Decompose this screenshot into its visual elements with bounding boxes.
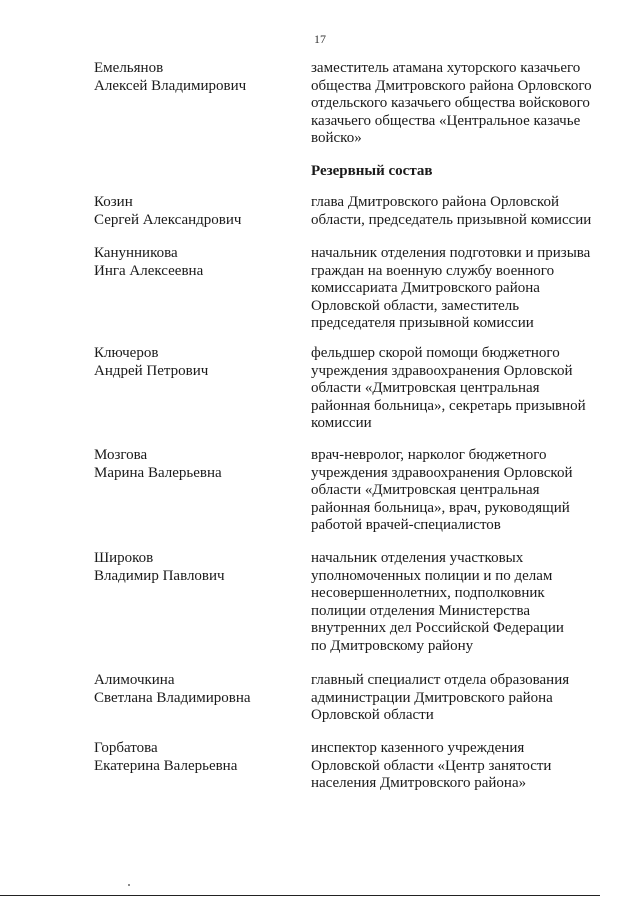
position-line: учреждения здравоохранения Орловской	[311, 464, 573, 481]
position-line: полиции отделения Министерства	[311, 602, 531, 619]
surname: Широков	[94, 550, 154, 566]
given-names: Инга Алексеевна	[94, 262, 204, 279]
surname: Канунникова	[94, 245, 178, 261]
given-names: Светлана Владимировна	[94, 689, 251, 706]
member-name	[94, 672, 294, 707]
member-position	[311, 194, 611, 229]
surname: Ключеров	[94, 345, 159, 361]
position-line: глава Дмитровского района Орловской	[311, 194, 559, 210]
given-names: Екатерина Валерьевна	[94, 757, 238, 774]
position-line: главный специалист отдела образования	[311, 672, 570, 688]
page-number: 17	[314, 32, 326, 46]
position-line: по Дмитровскому району	[311, 637, 474, 654]
surname: Мозгова	[94, 447, 148, 463]
position-line: области «Дмитровская центральная	[311, 482, 540, 499]
member-name	[94, 245, 294, 280]
member-name	[94, 447, 294, 482]
position-line: Орловской области «Центр занятости	[311, 757, 552, 774]
member-position	[311, 345, 611, 433]
member-name	[94, 740, 294, 775]
position-line: граждан на военную службу военного	[311, 262, 555, 279]
position-line: заместитель атамана хуторского казачьего	[311, 60, 581, 76]
bottom-rule	[0, 895, 600, 896]
position-line: фельдшер скорой помощи бюджетного	[311, 345, 560, 361]
position-line: внутренних дел Российской Федерации	[311, 620, 564, 637]
position-line: районная больница», врач, руководящий	[311, 499, 570, 516]
given-names: Алексей Владимирович	[94, 77, 247, 94]
position-line: казачьего общества «Центральное казачье	[311, 112, 581, 129]
section-title: Резервный состав	[311, 163, 433, 179]
member-position	[311, 550, 611, 656]
position-line: учреждения здравоохранения Орловской	[311, 362, 573, 379]
position-line: комиссариата Дмитровского района	[311, 280, 540, 297]
surname: Алимочкина	[94, 672, 175, 688]
position-line: инспектор казенного учреждения	[311, 740, 525, 756]
position-line: Орловской области	[311, 707, 434, 724]
position-line: общества Дмитровского района Орловского	[311, 77, 592, 94]
member-position	[311, 447, 611, 535]
member-position	[311, 60, 611, 148]
member-name	[94, 345, 294, 380]
surname: Козин	[94, 194, 133, 210]
position-line: несовершеннолетних, подполковник	[311, 585, 545, 602]
position-line: начальник отделения подготовки и призыва	[311, 245, 591, 261]
position-line: населения Дмитровского района»	[311, 775, 527, 792]
position-line: Орловской области, заместитель	[311, 297, 520, 314]
position-line: области «Дмитровская центральная	[311, 380, 540, 397]
position-line: районная больница», секретарь призывной	[311, 397, 586, 414]
position-line: председателя призывной комиссии	[311, 315, 534, 332]
member-position	[311, 245, 611, 333]
position-line: администрации Дмитровского района	[311, 689, 553, 706]
given-names: Сергей Александрович	[94, 211, 242, 228]
position-line: уполномоченных полиции и по делам	[311, 567, 553, 584]
given-names: Андрей Петрович	[94, 362, 209, 379]
position-line: войско»	[311, 130, 362, 147]
member-position	[311, 740, 611, 793]
member-position	[311, 672, 611, 725]
member-name	[94, 550, 294, 585]
position-line: комиссии	[311, 415, 372, 432]
member-name	[94, 60, 294, 95]
scan-speck	[128, 884, 130, 886]
given-names: Владимир Павлович	[94, 567, 225, 584]
member-name	[94, 194, 294, 229]
surname: Емельянов	[94, 60, 164, 76]
position-line: работой врачей-специалистов	[311, 517, 501, 534]
position-line: области, председатель призывной комиссии	[311, 211, 592, 228]
position-line: врач-невролог, нарколог бюджетного	[311, 447, 547, 463]
position-line: отдельского казачьего общества войскового	[311, 95, 590, 112]
position-line: начальник отделения участковых	[311, 550, 524, 566]
given-names: Марина Валерьевна	[94, 464, 222, 481]
surname: Горбатова	[94, 740, 158, 756]
